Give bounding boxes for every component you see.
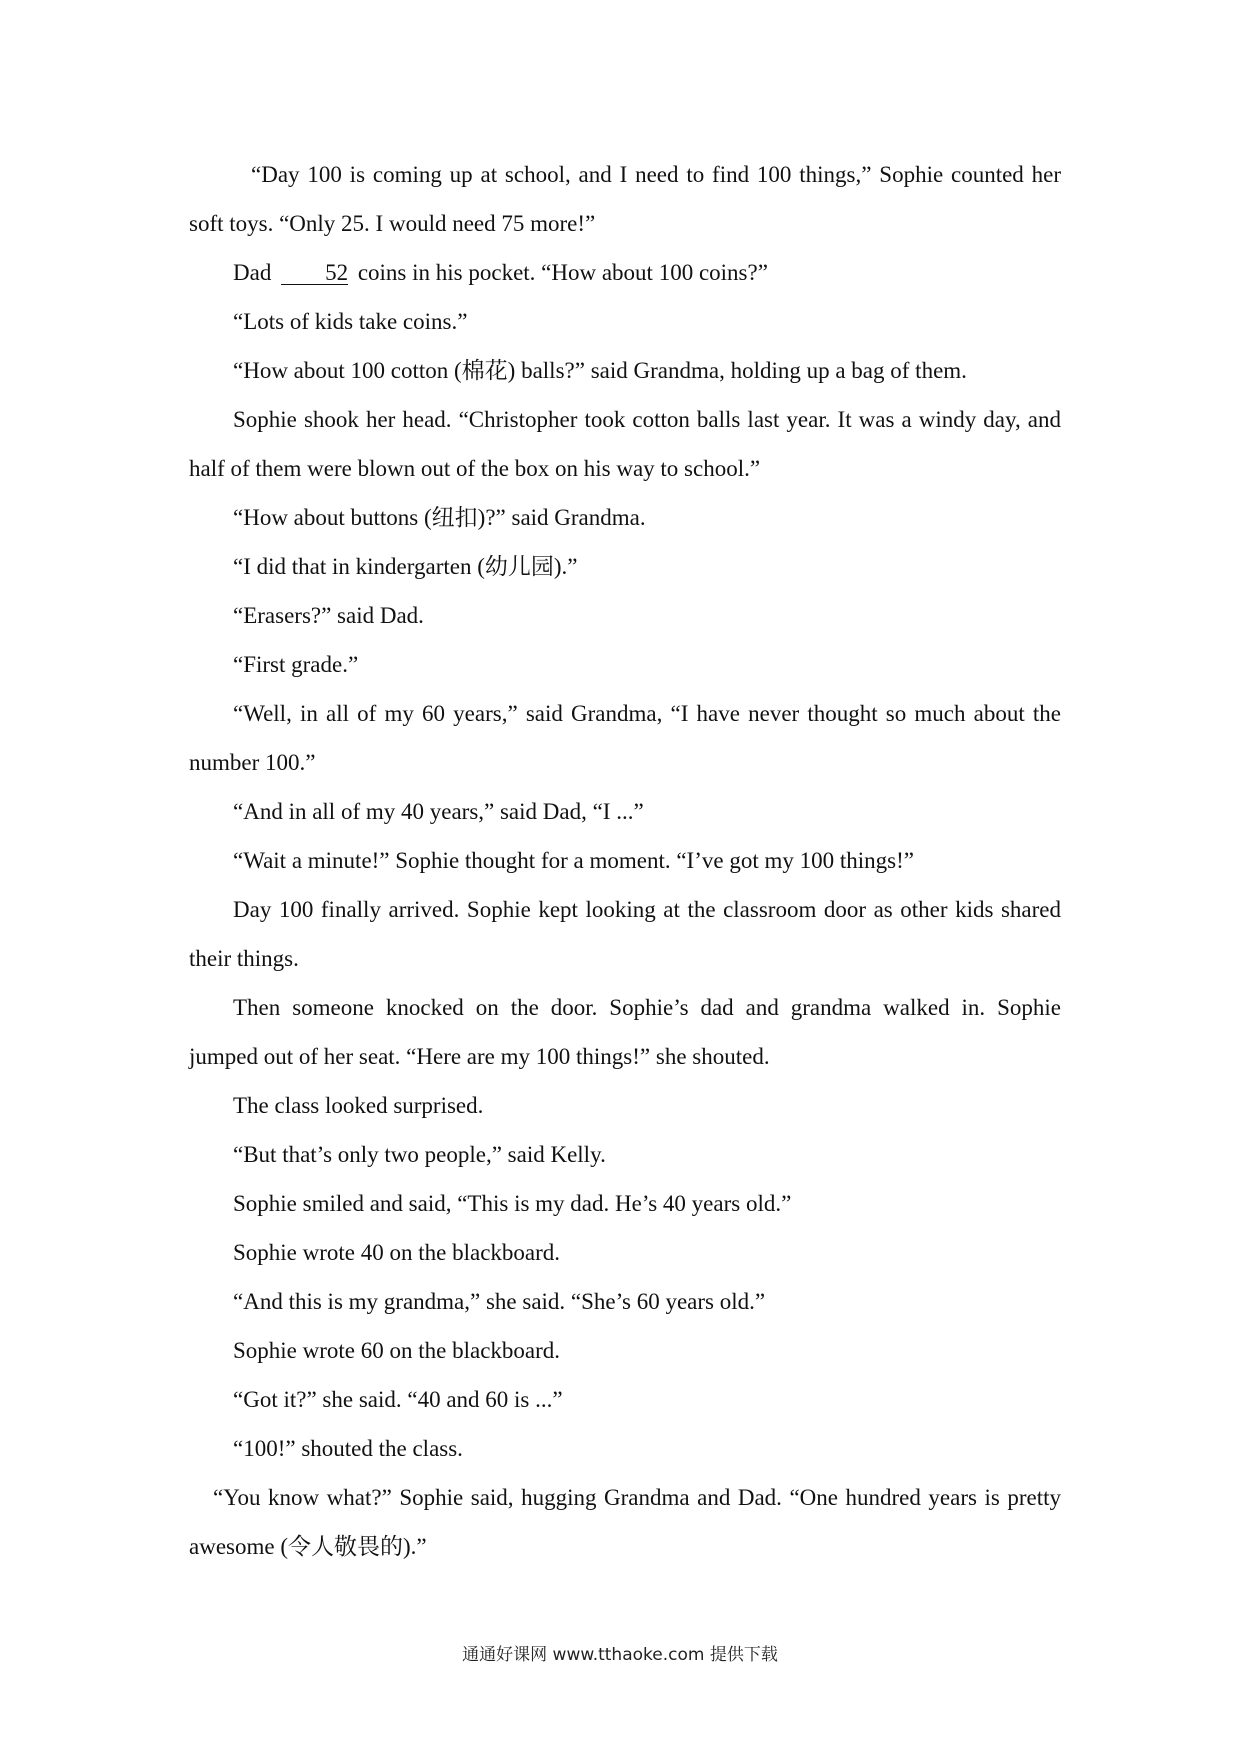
story-paragraph-3: “Lots of kids take coins.” [233,309,468,334]
page-footer: 通通好课网 www.tthaoke.com 提供下载 [462,1645,778,1665]
story-paragraph-8: “Erasers?” said Dad. [233,603,424,628]
story-paragraph-7: “I did that in kindergarten (幼儿园).” [233,554,578,579]
story-paragraph-10: “Well, in all of my 60 years,” said Grandma, “I have never thought so much about the number 100.” [189,701,1061,775]
paragraph-2-end: coins in his pocket. “How about 100 coins?” [357,260,768,285]
story-paragraph-18: Sophie wrote 40 on the blackboard. [233,1240,561,1265]
story-paragraph-21: “Got it?” she said. “40 and 60 is ...” [233,1387,563,1412]
story-paragraph-9: “First grade.” [233,652,359,677]
story-paragraph-15: The class looked surprised. [233,1093,484,1118]
story-paragraph-1: “Day 100 is coming up at school, and I need to find 100 things,” Sophie counted her soft toys. “Only 25. I would need 75 more!” [189,162,1061,236]
story-paragraph-12: “Wait a minute!” Sophie thought for a moment. “I’ve got my 100 things!” [233,848,914,873]
story-paragraph-23: “You know what?” Sophie said, hugging Grandma and Dad. “One hundred years is pretty awesome (令人敬畏的).” [189,1485,1061,1559]
story-paragraph-22: “100!” shouted the class. [233,1436,463,1461]
story-paragraph-20: Sophie wrote 60 on the blackboard. [233,1338,561,1363]
story-paragraph-2 [189,248,1061,297]
story-text [189,150,1061,1571]
story-paragraph-14: Then someone knocked on the door. Sophie’s dad and grandma walked in. Sophie jumped out of her seat. “Here are my 100 things!” she shouted. [189,995,1061,1069]
answer-blank-52: 52 [281,262,348,285]
story-paragraph-11: “And in all of my 40 years,” said Dad, “I ...” [233,799,644,824]
paragraph-2-start: Dad [233,260,272,285]
story-paragraph-5: Sophie shook her head. “Christopher took cotton balls last year. It was a windy day, and half of them were blown out of the box on his way to school.” [189,407,1061,481]
story-paragraph-16: “But that’s only two people,” said Kelly. [233,1142,606,1167]
story-paragraph-19: “And this is my grandma,” she said. “She’s 60 years old.” [233,1289,766,1314]
story-paragraph-4: “How about 100 cotton (棉花) balls?” said Grandma, holding up a bag of them. [233,358,967,383]
story-paragraph-13: Day 100 finally arrived. Sophie kept looking at the classroom door as other kids shared their things. [189,897,1061,971]
story-paragraph-17: Sophie smiled and said, “This is my dad. He’s 40 years old.” [233,1191,792,1216]
story-paragraph-6: “How about buttons (纽扣)?” said Grandma. [233,505,646,530]
